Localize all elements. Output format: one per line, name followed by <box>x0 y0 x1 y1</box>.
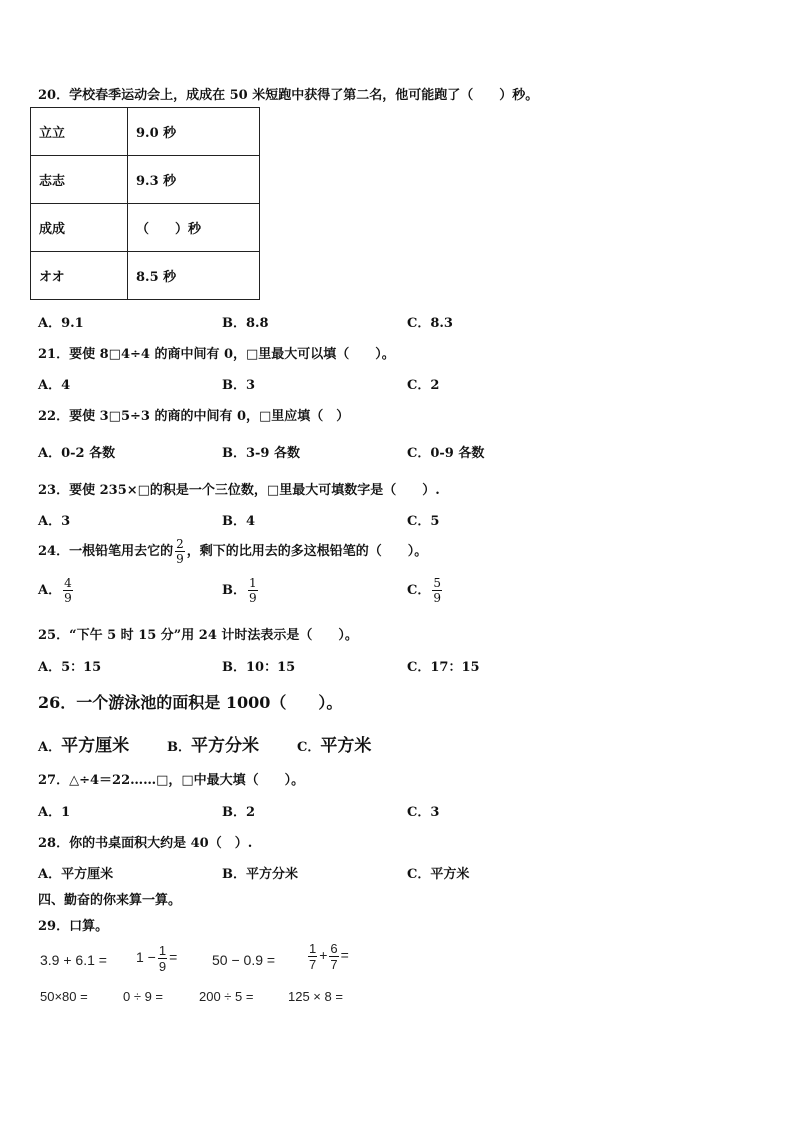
calc-part: 1 − <box>136 949 156 966</box>
calc-part: + <box>319 947 328 964</box>
q26-option-a[interactable] <box>38 731 129 756</box>
option-label: A． <box>38 740 62 755</box>
table-cell-name: 志志 <box>31 156 128 204</box>
q21-option-a[interactable]: A．4 <box>38 378 71 393</box>
fraction-numerator: 1 <box>158 943 167 958</box>
question-25-text: 25．“下午 5 时 15 分”用 24 计时法表示是（ ）。 <box>38 628 358 643</box>
q28-option-b[interactable]: B．平方分米 <box>222 867 298 882</box>
table-cell-value: 8.5 秒 <box>128 252 260 300</box>
q20-option-a[interactable]: A．9.1 <box>38 316 84 331</box>
q22-option-c[interactable]: C．0-9 各数 <box>407 446 485 461</box>
q21-option-b[interactable]: B．3 <box>222 378 256 393</box>
fraction-numerator: 1 <box>249 576 257 590</box>
calc-expression: 50×80 = <box>40 989 88 1004</box>
table-cell-name: オオ <box>31 252 128 300</box>
q24-suffix: ，剩下的比用去的多这根铅笔的（ ）。 <box>186 544 428 559</box>
fraction <box>329 942 338 971</box>
table-cell-value: 9.3 秒 <box>128 156 260 204</box>
fraction-denominator: 7 <box>330 957 338 972</box>
calc-expression <box>136 944 177 973</box>
calc-expression: 125 × 8 = <box>288 989 343 1004</box>
fraction-denominator: 9 <box>64 591 72 605</box>
question-22-text: 22．要使 3□5÷3 的商的中间有 0，□里应填（ ） <box>38 409 350 424</box>
question-21-text: 21．要使 8□4÷4 的商中间有 0，□里最大可以填（ ）。 <box>38 347 395 362</box>
q21-option-c[interactable]: C．2 <box>407 378 440 393</box>
fraction-denominator: 7 <box>309 957 317 972</box>
question-24-text <box>38 538 427 565</box>
question-26-text: 26．一个游泳池的面积是 1000（ ）。 <box>38 693 343 712</box>
fraction-numerator: 5 <box>433 576 441 590</box>
option-label: B． <box>167 740 191 755</box>
option-text: 平方米 <box>320 736 372 756</box>
question-20-text: 20．学校春季运动会上，成成在 50 米短跑中获得了第二名，他可能跑了（ ）秒。 <box>38 88 539 103</box>
fraction-denominator: 9 <box>158 959 167 974</box>
question-27-text: 27．△÷4＝22……□，□中最大填（ ）。 <box>38 773 305 788</box>
q28-option-a[interactable]: A．平方厘米 <box>38 867 114 882</box>
calc-expression <box>306 942 349 971</box>
table-cell-value: （ ）秒 <box>128 204 260 252</box>
option-label: C． <box>297 740 321 755</box>
fraction-numerator: 4 <box>64 576 72 590</box>
q22-option-b[interactable]: B．3-9 各数 <box>222 446 301 461</box>
fraction <box>63 577 73 604</box>
fraction <box>308 942 317 971</box>
table-cell-value: 9.0 秒 <box>128 108 260 156</box>
option-label: C． <box>407 583 431 598</box>
calc-expression: 50 − 0.9 = <box>212 952 276 968</box>
option-text: 平方分米 <box>191 736 259 756</box>
q27-option-a[interactable]: A．1 <box>38 805 71 820</box>
q26-option-c[interactable] <box>297 731 371 756</box>
table-cell-name: 立立 <box>31 108 128 156</box>
table-row <box>31 108 260 156</box>
fraction-numerator: 2 <box>176 537 184 551</box>
fraction <box>432 577 442 604</box>
fraction-numerator: 1 <box>309 941 317 956</box>
calc-part: = <box>169 949 178 966</box>
option-label: B． <box>222 583 246 598</box>
table-cell-name: 成成 <box>31 204 128 252</box>
fraction-denominator: 9 <box>433 591 441 605</box>
calc-part: = <box>340 947 349 964</box>
q24-option-a[interactable] <box>38 577 75 604</box>
fraction <box>248 577 258 604</box>
q23-option-b[interactable]: B．4 <box>222 514 256 529</box>
section-heading: 四、勤奋的你来算一算。 <box>38 893 182 908</box>
question-23-text: 23．要使 235×□的积是一个三位数，□里最大可填数字是（ ）. <box>38 483 440 498</box>
q28-option-c[interactable]: C．平方米 <box>407 867 470 882</box>
q26-option-b[interactable] <box>167 731 259 756</box>
q20-option-b[interactable]: B．8.8 <box>222 316 269 331</box>
q24-option-b[interactable] <box>222 577 260 604</box>
question-28-text: 28．你的书桌面积大约是 40（ ）. <box>38 836 253 851</box>
q20-option-c[interactable]: C．8.3 <box>407 316 453 331</box>
fraction <box>175 538 185 565</box>
race-time-table <box>30 107 260 300</box>
option-text: 平方厘米 <box>61 736 130 756</box>
fraction-denominator: 9 <box>176 552 184 566</box>
q22-option-a[interactable]: A．0-2 各数 <box>38 446 116 461</box>
q23-option-c[interactable]: C．5 <box>407 514 440 529</box>
option-label: A． <box>38 583 62 598</box>
calc-expression: 0 ÷ 9 = <box>123 989 164 1004</box>
q27-option-c[interactable]: C．3 <box>407 805 440 820</box>
fraction-denominator: 9 <box>249 591 257 605</box>
fraction <box>158 944 167 973</box>
calc-expression: 3.9 + 6.1 = <box>40 952 107 968</box>
question-29-text: 29．口算。 <box>38 919 109 934</box>
fraction-numerator: 6 <box>330 941 338 956</box>
table-row <box>31 204 260 252</box>
q25-option-a[interactable]: A．5：15 <box>38 660 102 675</box>
table-row <box>31 252 260 300</box>
q23-option-a[interactable]: A．3 <box>38 514 71 529</box>
q27-option-b[interactable]: B．2 <box>222 805 256 820</box>
table-row <box>31 156 260 204</box>
q25-option-c[interactable]: C．17：15 <box>407 660 480 675</box>
q24-prefix: 24．一根铅笔用去它的 <box>38 544 174 559</box>
q24-option-c[interactable] <box>407 577 444 604</box>
calc-expression: 200 ÷ 5 = <box>199 989 254 1004</box>
q25-option-b[interactable]: B．10：15 <box>222 660 296 675</box>
